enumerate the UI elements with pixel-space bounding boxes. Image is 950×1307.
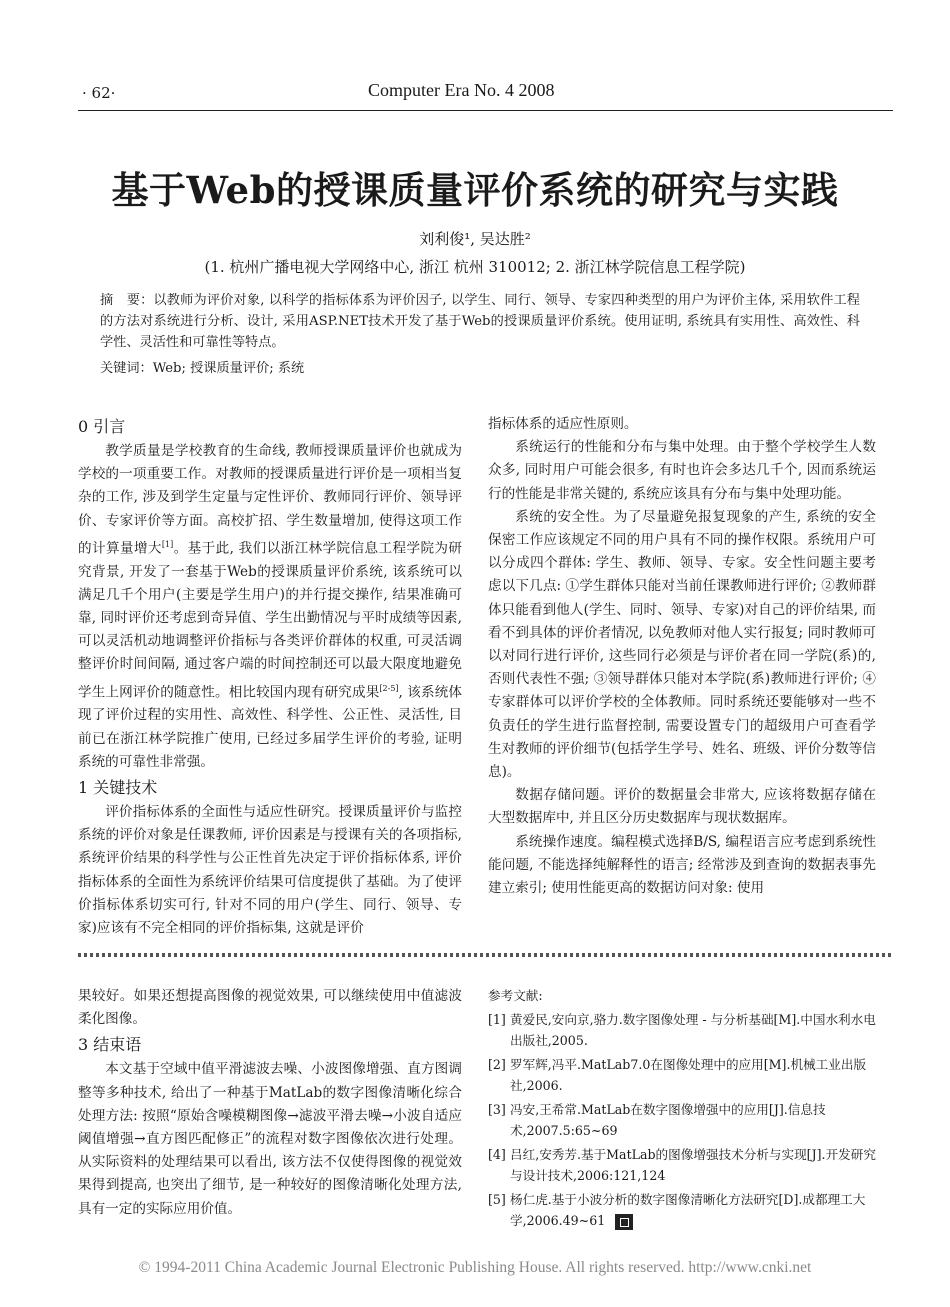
reference-text: 黄爱民,安向京,骆力.数字图像处理 - 与分析基础[M].中国水利水电出版社,2005. [510,1012,876,1048]
paragraph-speed: 系统操作速度。编程模式选择B/S, 编程语言应考虑到系统性能问题, 不能选择纯解释性的语言; 经常涉及到查询的数据表事先建立索引; 使用性能更高的数据访问对象: 使用 [488,833,876,897]
paragraph-continued: 指标体系的适应性原则。 [488,416,638,432]
affiliation: (1. 杭州广播电视大学网络中心, 浙江 杭州 310012; 2. 浙江林学院信息工程学院) [204,258,746,276]
paragraph-conclusion: 本文基于空域中值平滑滤波去噪、小波图像增强、直方图调整等多种技术, 给出了一种基于MatLab的数字图像清晰化综合处理方法: 按照“原始含噪模糊图像→滤波平滑去噪→小波自适应阈值增强→直方图匹配修正”的流程对数字图像依次进行处理。从实际资料的处理结果可以看出, 该方法不仅使得图像的视觉效果得到提高, 也突出了细节, 是一种较好的图像清晰化处理方法, 具有一定的实际应用价值。 [78,1061,462,1217]
reference-text: 罗军辉,冯平.MatLab7.0在图像处理中的应用[M].机械工业出版社,2006. [510,1057,867,1093]
reference-item [488,1189,883,1231]
intro-text-a: 教学质量是学校教育的生命线, 教师授课质量评价也就成为学校的一项重要工作。对教师的授课质量进行评价是一项相当复杂的工作, 涉及到学生定量与定性评价、教师同行评价、领导评价、专家评价等方面。高校扩招、学生数量增加, 使得这项工作的计算量增大 [78,443,462,557]
intro-text-b: 。基于此, 我们以浙江林学院信息工程学院为研究背景, 开发了一套基于Web的授课质量评价系统, 该系统可以满足几千个用户(主要是学生用户)的并行提交操作, 结果准确可靠, 同时评价还考虑到奇异值、学生出勤情况与平时成绩等因素, 可以灵活机动地调整评价指标与各类评价群体的权重, 可灵活调整评价时间间隔, 通过客户端的时间控制还可以最大限度地避免学生上网评价的随意性。相比较国内现有研究成果 [78,540,463,701]
article-separator [78,953,893,957]
abstract: 摘 要：以教师为评价对象, 以科学的指标体系为评价因子, 以学生、同行、领导、专家四种类型的用户为评价主体, 采用软件工程的方法对系统进行分析、设计, 采用ASP.NET技术开发了基于Web的授课质量评价系统。使用证明, 系统具有实用性、高效性、科学性、灵活性和可靠性等特点。 [100,293,860,350]
paragraph-tech: 评价指标体系的全面性与适应性研究。授课质量评价与监控系统的评价对象是任课教师, 评价因素是与授课有关的各项指标, 系统评价结果的科学性与公正性首先决定于评价指标体系, 评价指标体系的全面性为系统评价结果可信度提供了基础。为了使评价指标体系切实可行, 针对不同的用户(学生、同行、领导、专家)应该有不完全相同的评价指标集, 这就是评价 [78,803,462,936]
reference-text: 冯安,王希常.MatLab在数字图像增强中的应用[J].信息技术,2007.5:65~69 [510,1102,826,1138]
paragraph-performance: 系统运行的性能和分布与集中处理。由于整个学校学生人数众多, 同时用户可能会很多, 有时也许会多达几千个, 因而系统运行的性能是非常关键的, 系统应该具有分布与集中处理功能。 [488,439,876,502]
intro-text-c: , 该系统体现了评价过程的实用性、高效性、科学性、公正性、灵活性, 目前已在浙江林学院推广使用, 已经过多届学生评价的考验, 证明系统的可靠性非常强。 [78,684,462,770]
end-mark-icon [615,1214,633,1230]
paragraph-prev-article-continued: 果较好。如果还想提高图像的视觉效果, 可以继续使用中值滤波柔化图像。 [78,988,462,1028]
article-title: 基于Web的授课质量评价系统的研究与实践 [111,168,839,212]
left-column [78,413,462,940]
paragraph-security: 系统的安全性。为了尽量避免报复现象的产生, 系统的安全保密工作应该规定不同的用户具有不同的操作权限。系统用户可以分成四个群体: 学生、教师、领导、专家。安全性问题主要考虑以下几点: ①学生群体只能对当前任课教师进行评价; ②教师群体只能看到他人(学生、同时、领导、专家)对自己的评价结果, 而看不到具体的评价者情况, 以免教师对他人实行报复; 同时教师可以对同行进行评价, 这些同行必须是与评价者在同一学院(系)的, 否则代表性不强; ③领导群体只能对本学院(系)教师进行评价; ④专家群体可以评价学校的全体教师。同时系统还要能够对一些不负责任的学生进行监督控制, 需要设置专门的超级用户可查看学生对教师的评价细节(包括学生学号、姓名、班级、评价分数等信息)。 [488,508,876,781]
bottom-left-column [78,985,462,1221]
citation-1: [1] [161,539,174,549]
paragraph-storage: 数据存储问题。评价的数据量会非常大, 应该将数据存储在大型数据库中, 并且区分历史数据库与现状数据库。 [488,787,876,827]
reference-item [488,1144,883,1186]
section-heading-tech: 1 关键技术 [78,777,158,797]
authors: 刘利俊¹, 吴达胜² [419,230,531,248]
section-heading-conclusion: 3 结束语 [78,1035,142,1055]
references-heading: 参考文献: [488,988,543,1003]
citation-2-5: [2-5] [379,683,399,693]
reference-item [488,1009,883,1051]
reference-text: 吕红,安秀芳.基于MatLab的图像增强技术分析与实现[J].开发研究与设计技术,2006:121,124 [510,1147,876,1183]
reference-number: [1] [488,1012,506,1027]
reference-item [488,1054,883,1096]
paragraph-intro [78,440,462,774]
reference-number: [5] [488,1192,506,1207]
reference-text: 杨仁虎.基于小波分析的数字图像清晰化方法研究[D].成都理工大学,2006.49~61 [510,1192,866,1228]
page-number: · 62· [82,84,116,102]
reference-item [488,1099,883,1141]
header-rule [78,110,893,111]
section-heading-intro: 0 引言 [78,417,126,436]
right-column [488,413,876,900]
reference-number: [2] [488,1057,506,1072]
references [488,985,883,1234]
reference-number: [4] [488,1147,506,1162]
keywords: 关键词：Web; 授课质量评价; 系统 [100,361,305,376]
reference-number: [3] [488,1102,506,1117]
copyright-footer: © 1994-2011 China Academic Journal Electronic Publishing House. All rights reserved. http://www.cnki.net [138,1259,812,1276]
journal-header: Computer Era No. 4 2008 [368,80,555,100]
